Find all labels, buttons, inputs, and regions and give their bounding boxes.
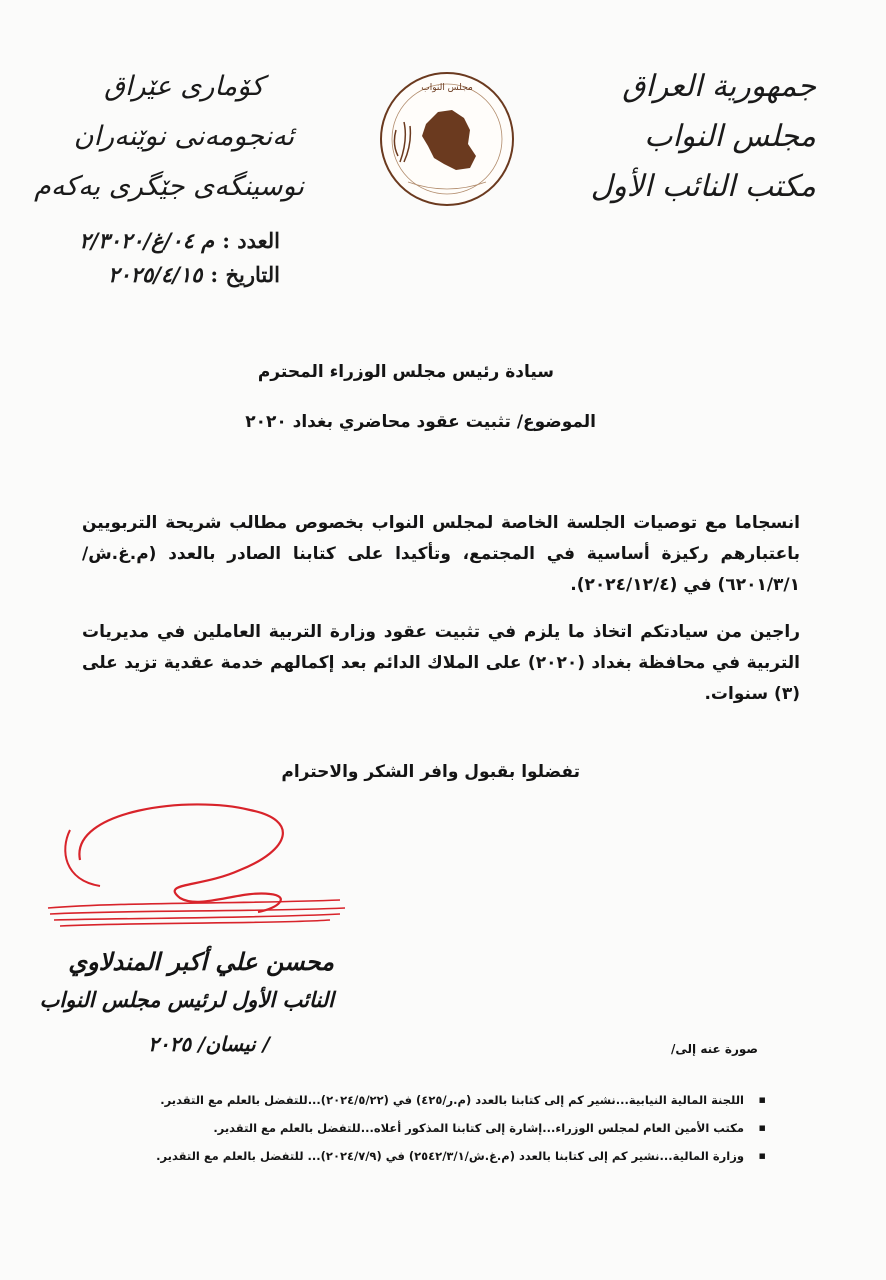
cc-item: ▪ وزارة المالية...نشير كم إلى كتابنا بالعدد (م.غ.ش/٢٥٤٢/٣/١) في (٢٠٢٤/٧/٩)... للتفضل بالعلم مع التقدير. (86, 1142, 766, 1170)
letterhead-arabic (576, 62, 816, 212)
seal-top-text: مجلس النواب (421, 83, 473, 93)
letterhead-office: مكتب النائب الأول (590, 169, 816, 204)
cc-item: ▪ مكتب الأمين العام لمجلس الوزراء...إشارة إلى كتابنا المذكور أعلاه...للتفضل بالعلم مع التقدير. (86, 1114, 766, 1142)
body-paragraph-1: انسجاما مع توصيات الجلسة الخاصة لمجلس النواب بخصوص مطالب شريحة التربويين باعتبارهم ركيزة أساسية في المجتمع، وتأكيدا على كتابنا الصادر بالعدد (م.غ.ش/٦٢٠١/٣/١) في (٢٠٢٤/١٢/٤). (82, 513, 800, 595)
letter-body (82, 508, 800, 726)
reference-number-label: العدد : (222, 228, 280, 253)
letterhead-institution: مجلس النواب (644, 119, 816, 154)
reference-date-row (40, 258, 280, 292)
signature-block (39, 942, 334, 1066)
signature-date: / نيسان/ ٢٠٢٥ (148, 1032, 270, 1056)
cc-item: ▪ اللجنة المالية النيابية...نشير كم إلى كتابنا بالعدد (م.ر/٤٢٥) في (٢٠٢٤/٥/٢٢)...للتفضل بالعلم مع التقدير. (86, 1086, 766, 1114)
reference-number-value: م ٠٤/غ/٢/٣٠٢٠ (79, 228, 215, 253)
cc-label: صورة عنه إلى/ (671, 1042, 758, 1056)
letterhead-kurdish (34, 62, 304, 212)
reference-number-row (40, 224, 280, 258)
reference-block (40, 224, 280, 292)
subject-line: الموضوع/ تثبيت عقود محاضري بغداد ٢٠٢٠ (245, 412, 596, 432)
reference-date-value: ٢٠٢٥/٤/١٥ (108, 262, 203, 287)
cc-list (86, 1086, 766, 1170)
parliament-seal-logo (378, 70, 516, 208)
letterhead-institution-kurdish: ئەنجومەنی نوێنەران (73, 121, 295, 152)
addressee-line: سيادة رئيس مجلس الوزراء المحترم (257, 362, 554, 382)
body-paragraph-2: راجين من سيادتكم اتخاذ ما يلزم في تثبيت عقود وزارة التربية العاملين في مديريات التربية في محافظة بغداد (٢٠٢٠) على الملاك الدائم بعد إكمالهم خدمة عقدية تزيد على (٣) سنوات. (82, 622, 800, 704)
letterhead-office-kurdish: نوسینگەی جێگری یەکەم (34, 171, 304, 202)
signer-title: النائب الأول لرئيس مجلس النواب (39, 987, 334, 1012)
letterhead-country-kurdish: كۆماری عێراق (104, 71, 264, 102)
handwritten-signature (40, 790, 380, 950)
letterhead-country: جمهورية العراق (622, 69, 816, 104)
reference-date-label: التاريخ : (210, 262, 280, 287)
signer-name: محسن علي أكبر المندلاوي (68, 947, 334, 976)
closing-line: تفضلوا بقبول وافر الشكر والاحترام (281, 762, 580, 782)
